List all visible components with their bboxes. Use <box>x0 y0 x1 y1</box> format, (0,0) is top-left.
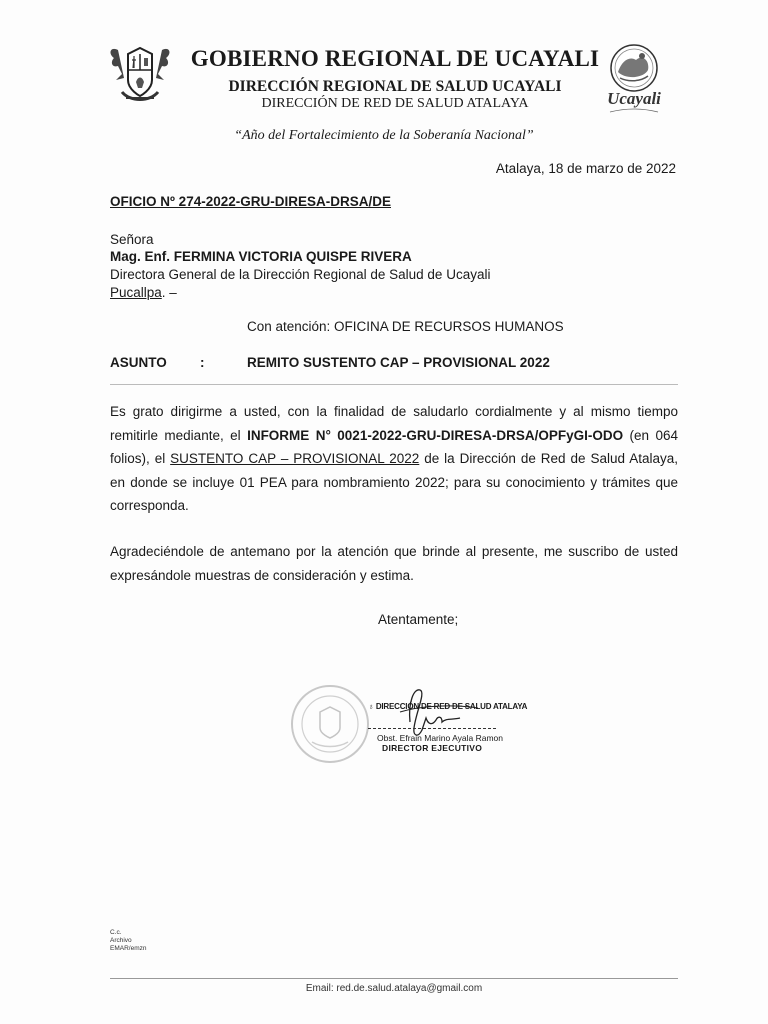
attachment-title: SUSTENTO CAP – PROVISIONAL 2022 <box>170 451 420 466</box>
body-text: (en 064 folios), el <box>110 427 678 466</box>
signatory-name: Obst. Efrain Marino Ayala Ramon <box>377 733 503 743</box>
signature-line <box>368 728 496 729</box>
signatory-organization <box>368 702 527 711</box>
document-reference: OFICIO Nº 274-2022-GRU-DIRESA-DRSA/DE <box>110 194 391 209</box>
official-stamp-icon <box>288 682 372 766</box>
emblem-icon: ♁ <box>368 702 376 711</box>
subject-label: ASUNTO <box>110 355 167 370</box>
recipient-position: Directora General de la Dirección Regional de Salud de Ucayali <box>110 267 491 282</box>
recipient-city-suffix: . – <box>161 285 177 300</box>
footer-email: Email: red.de.salud.atalaya@gmail.com <box>305 983 483 994</box>
ucayali-logo-icon <box>596 42 672 120</box>
body-paragraph-1 <box>110 400 678 518</box>
recipient-name: Mag. Enf. FERMINA VICTORIA QUISPE RIVERA <box>110 249 412 264</box>
health-network-office: DIRECCIÓN DE RED DE SALUD ATALAYA <box>261 96 529 111</box>
body-text: de la Dirección de Red de Salud Atalaya, en donde se incluye 01 PEA para nombramiento 2022; para su conocimiento y trámites que corresponda. <box>110 451 678 513</box>
recipient-city-line <box>110 284 177 301</box>
signatory-organization-text: DIRECCIÓN DE RED DE SALUD ATALAYA <box>375 702 528 711</box>
recipient-salutation: Señora <box>110 232 154 247</box>
body-paragraph-2: Agradeciéndole de antemano por la atención que brinde al presente, me suscribo de usted expresándole muestras de consideración y estima. <box>110 544 678 583</box>
subject-value: REMITO SUSTENTO CAP – PROVISIONAL 2022 <box>247 355 550 370</box>
regional-health-directorate: DIRECCIÓN REGIONAL DE SALUD UCAYALI <box>228 78 562 95</box>
report-reference: INFORME N° 0021-2022-GRU-DIRESA-DRSA/OPFyGI-ODO <box>247 427 624 443</box>
attention-line: Con atención: OFICINA DE RECURSOS HUMANOS <box>247 319 564 334</box>
footer-divider <box>110 978 678 979</box>
sign-off: Atentamente; <box>378 612 459 627</box>
coat-of-arms-icon <box>108 44 172 106</box>
logo-wordmark: Ucayali <box>607 89 661 108</box>
recipient-city: Pucallpa <box>110 285 162 300</box>
year-motto: “Año del Fortalecimiento de la Soberanía Nacional” <box>234 128 534 143</box>
cc-line-2: Archivo <box>110 937 132 944</box>
cc-line-3: EMAR/emzn <box>110 945 147 952</box>
signatory-role: DIRECTOR EJECUTIVO <box>382 743 483 753</box>
subject-colon: : <box>200 355 205 370</box>
government-title: GOBIERNO REGIONAL DE UCAYALI <box>190 46 600 71</box>
subject-divider <box>110 384 678 385</box>
date-line: Atalaya, 18 de marzo de 2022 <box>495 161 676 176</box>
body-text: Es grato dirigirme a usted, con la finalidad de saludarlo cordialmente y al mismo tiempo remitirle mediante, el <box>110 404 678 443</box>
cc-line-1: C.c. <box>110 929 122 936</box>
